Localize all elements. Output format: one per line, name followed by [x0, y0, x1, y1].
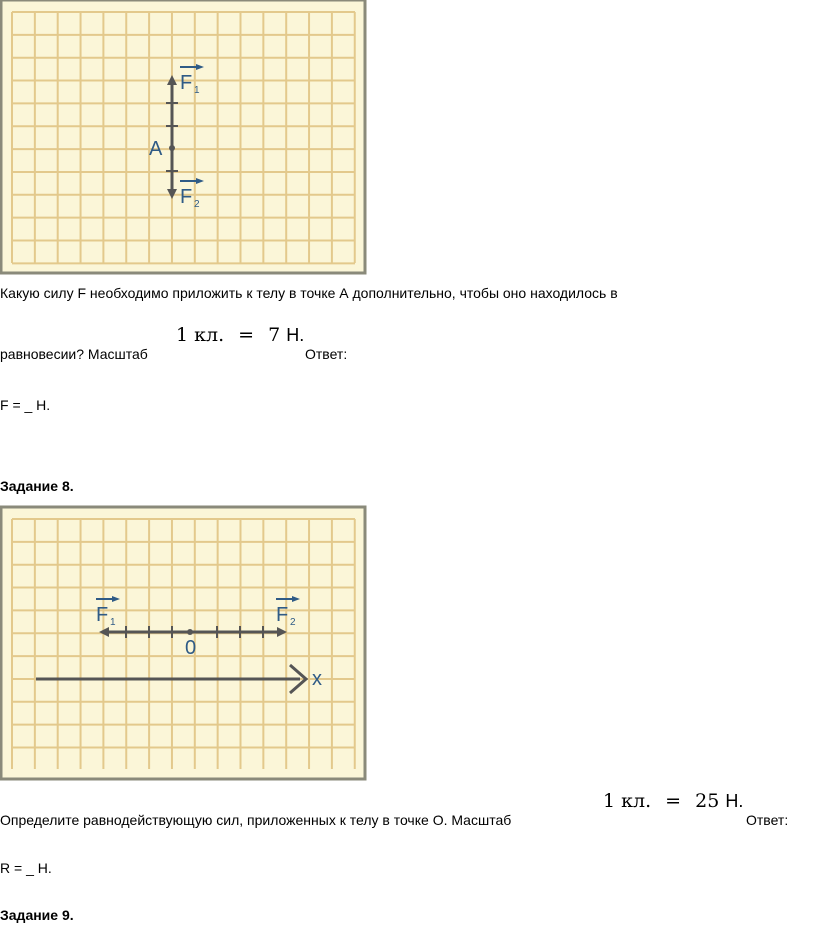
- scale-value: 7: [268, 324, 281, 346]
- grid-frame: [1, 507, 365, 779]
- answer-label-1: Ответ:: [305, 346, 348, 362]
- task-9-title: Задание 9.: [0, 907, 74, 923]
- f1-index: 1: [110, 617, 116, 628]
- f1-symbol: F: [180, 72, 193, 94]
- scale-equals: =: [238, 324, 255, 346]
- f2-index: 2: [290, 617, 296, 628]
- question-1-line-1: Какую силу F необходимо приложить к телу в точке А дополнительно, чтобы оно находилось в: [0, 285, 618, 301]
- question-2-line: Определите равнодействующую сил, приложенных к телу в точке О. Масштаб: [0, 812, 512, 828]
- scale-formula-2: [603, 790, 743, 812]
- f2-index: 2: [194, 199, 200, 210]
- point-a-dot: [169, 145, 175, 151]
- f1-index: 1: [194, 85, 200, 96]
- scale-equals: =: [665, 790, 682, 812]
- grid-frame: [1, 0, 365, 273]
- figure-2-forces-grid: [0, 505, 368, 783]
- answer-label-2: Ответ:: [746, 812, 789, 828]
- answer-2: R = _ Н.: [0, 860, 52, 876]
- question-1-line-2: равновесии? Масштаб: [0, 346, 148, 362]
- answer-1: F = _ Н.: [0, 397, 51, 413]
- scale-unit: Н.: [286, 325, 305, 345]
- f2-symbol: F: [276, 604, 289, 626]
- scale-number: 1 кл.: [176, 324, 225, 346]
- scale-unit: Н.: [725, 791, 744, 811]
- point-o-dot: [187, 629, 193, 635]
- origin-label: 0: [185, 637, 197, 659]
- scale-formula-1: [176, 324, 304, 346]
- scale-number: 1 кл.: [603, 790, 652, 812]
- f2-symbol: F: [180, 186, 193, 208]
- x-axis-label: x: [312, 668, 322, 690]
- figure-1-forces-grid: [0, 0, 368, 278]
- point-a-label: A: [149, 138, 163, 160]
- task-8-title: Задание 8.: [0, 478, 74, 494]
- f1-symbol: F: [96, 604, 109, 626]
- scale-value: 25: [695, 790, 720, 812]
